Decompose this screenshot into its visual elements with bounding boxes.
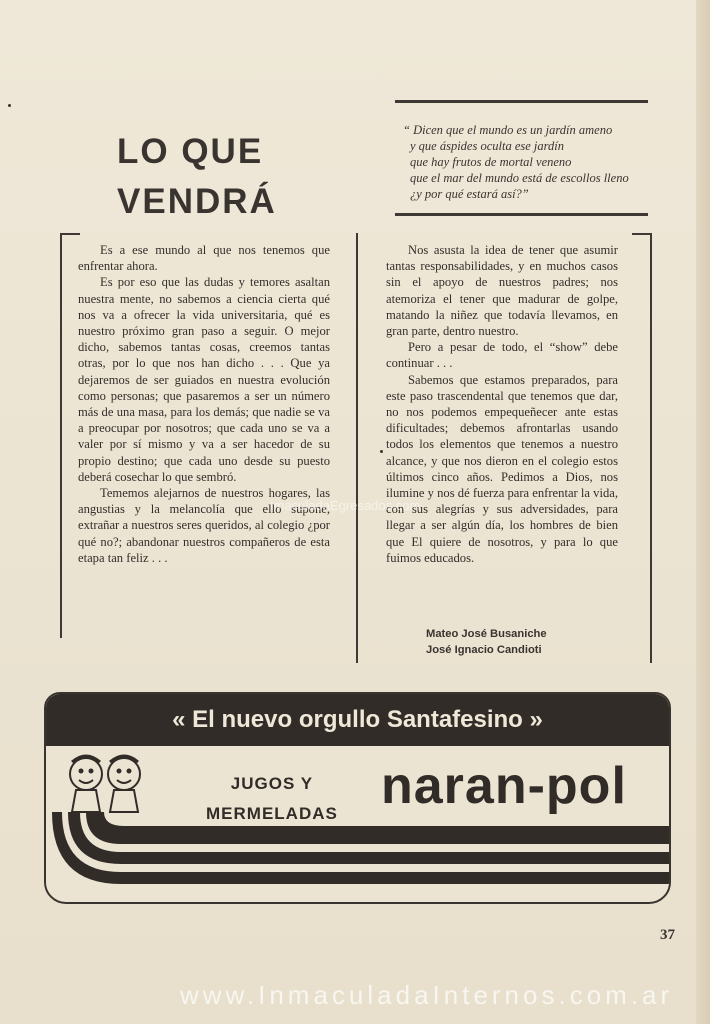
paragraph: Sabemos que estamos preparados, para este paso trascendental que tenemos que dar, no nos podemos empequeñecer ante estas dificultades; debemos afrontarlas usando todos los elementos que tenemos a nuestro alcance, y que nos dieron en el colegio estos últimos cinco años. Pedimos a Dios, nos ilumine y nos dé fuerza para enfrentar la vida, con sus alegrías y sus adversidades, para llegar a ser algún día, los hombres de bien que El quiere de nosotros, y para lo que fuimos educados. [386,372,618,565]
ad-product-line: JUGOS Y [230,774,314,793]
column-divider-rule [356,233,358,663]
right-frame-top-rule [632,233,652,235]
epigraph-line: que el mar del mundo está de escollos lleno [410,171,629,185]
page-number: 37 [660,927,675,943]
article-right-column [386,242,618,566]
watermark-text: ImaculadaEgresados.com [270,498,421,513]
paragraph: Tememos alejarnos de nuestros hogares, las angustias y la melancolía que ello supone, extrañar a nuestros seres queridos, al colegio ¿por qué no?; abandonar nuestros compañeros de esta etapa tan feliz . . . [78,486,330,565]
ad-product-line: MERMELADAS [206,804,338,823]
left-frame-left-rule [60,233,62,638]
epigraph-line: “ Dicen que el mundo es un jardín ameno [403,123,613,137]
paragraph: Es a ese mundo al que nos tenemos que enfrentar ahora. [78,243,330,274]
right-frame-right-rule [650,233,652,663]
ink-speck [8,104,11,107]
epigraph-top-rule [395,100,648,103]
paragraph: Es por eso que las dudas y temores asaltan nuestra mente, no sabemos a ciencia cierta qué nos va a ofrecer la vida universitaria, qué es nuestro próximo gran paso a seguir. O mejor dicho, sabemos tantas cosas, creemos tantas otras, por lo que nos han dicho . . . Que ya dejaremos de ser guiados en nuestra evolución como personas; que pasaremos a ser un número más de una masa, para los demás; que nadie se va a preocupar por nosotros; que cada uno se va a valer por sí mismo y va a ser hacedor de su propio destino; que cada uno desde su puesto deberá cosechar lo que sembró. [78,275,330,484]
left-frame-top-rule [60,233,80,235]
article-left-column [78,242,330,566]
orange-mascots-icon [56,752,156,822]
title-line-2: VENDRÁ [117,182,277,221]
advertisement [44,692,671,904]
ad-product-text [206,769,338,829]
epigraph-line: y que áspides oculta ese jardín [410,139,565,153]
page-edge-shadow [696,0,710,1024]
epigraph-bottom-rule [395,213,648,216]
ad-slogan: « El nuevo orgullo Santafesino » [46,694,669,746]
watermark-footer: www.InmaculadaInternos.com.ar [180,980,674,1010]
title-line-1: LO QUE [117,132,264,171]
author-name: Mateo José Busaniche [426,628,547,640]
ad-brand-logo: naran-pol [381,757,627,815]
paragraph: Nos asusta la idea de tener que asumir tantas responsabilidades, y en muchos casos sin el apoyo de nuestros padres; nos atemoriza el tener que madurar de golpe, matando la niñez que todavía llevamos, en gran parte, dentro nuestro. [386,243,618,339]
paragraph: Pero a pesar de todo, el “show” debe continuar . . . [386,340,618,371]
epigraph-line: ¿y por qué estará así?” [410,187,529,201]
author-name: José Ignacio Candioti [426,644,542,656]
article-title [117,127,317,227]
ink-speck [380,450,383,453]
epigraph [403,122,678,202]
epigraph-line: que hay frutos de mortal veneno [410,155,572,169]
